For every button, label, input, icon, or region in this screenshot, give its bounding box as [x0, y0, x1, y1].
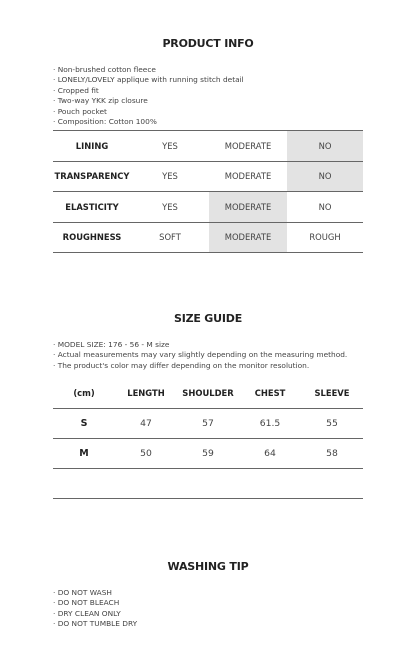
list-item: · MODEL SIZE: 176 - 56 - M size: [53, 340, 373, 350]
table-row-empty: [53, 468, 363, 498]
table-cell: [239, 468, 301, 498]
property-option: MODERATE: [209, 131, 287, 162]
product-info-title: PRODUCT INFO: [162, 37, 254, 50]
list-item: · LONELY/LOVELY applique with running stitch detail: [53, 75, 373, 85]
list-item: · Actual measurements may vary slightly depending on the measuring method.: [53, 350, 373, 360]
list-item: · DRY CLEAN ONLY: [53, 609, 373, 619]
size-label: S: [53, 408, 115, 438]
list-item: · Non-brushed cotton fleece: [53, 65, 373, 75]
washing-tip-bullets: [53, 588, 373, 630]
properties-table: [53, 130, 363, 253]
list-item: · Two-way YKK zip closure: [53, 96, 373, 106]
table-row: [53, 438, 363, 468]
size-label: M: [53, 438, 115, 468]
table-cell: 47: [115, 408, 177, 438]
column-header: (cm): [53, 378, 115, 408]
table-row: [53, 408, 363, 438]
table-cell: 59: [177, 438, 239, 468]
size-table: [53, 378, 363, 499]
table-row: [53, 161, 363, 192]
list-item: · Cropped fit: [53, 86, 373, 96]
table-cell: 58: [301, 438, 363, 468]
property-name: ROUGHNESS: [53, 222, 131, 253]
list-item: · Pouch pocket: [53, 107, 373, 117]
list-item: · DO NOT TUMBLE DRY: [53, 619, 373, 629]
table-header-row: [53, 378, 363, 408]
column-header: SHOULDER: [177, 378, 239, 408]
list-item: · DO NOT WASH: [53, 588, 373, 598]
list-item: · Composition: Cotton 100%: [53, 117, 373, 127]
washing-tip-title: WASHING TIP: [167, 560, 249, 573]
table-row: [53, 131, 363, 162]
property-name: LINING: [53, 131, 131, 162]
property-option: MODERATE: [209, 161, 287, 192]
property-option: SOFT: [131, 222, 209, 253]
size-guide-bullets: [53, 340, 373, 371]
product-info-bullets: [53, 65, 373, 127]
property-option-selected: MODERATE: [209, 192, 287, 223]
property-option-selected: NO: [287, 161, 363, 192]
property-option: ROUGH: [287, 222, 363, 253]
property-option-selected: MODERATE: [209, 222, 287, 253]
table-cell: 55: [301, 408, 363, 438]
table-cell: [53, 468, 115, 498]
size-guide-title: SIZE GUIDE: [173, 312, 243, 325]
table-cell: [301, 468, 363, 498]
property-option: YES: [131, 131, 209, 162]
table-row: [53, 222, 363, 253]
table-cell: [115, 468, 177, 498]
table-cell: [177, 468, 239, 498]
table-cell: 64: [239, 438, 301, 468]
property-option: YES: [131, 192, 209, 223]
list-item: · The product's color may differ depending on the monitor resolution.: [53, 361, 373, 371]
property-option: YES: [131, 161, 209, 192]
table-cell: 57: [177, 408, 239, 438]
property-name: ELASTICITY: [53, 192, 131, 223]
table-cell: 50: [115, 438, 177, 468]
table-cell: 61.5: [239, 408, 301, 438]
property-option: NO: [287, 192, 363, 223]
list-item: · DO NOT BLEACH: [53, 598, 373, 608]
property-option-selected: NO: [287, 131, 363, 162]
table-row: [53, 192, 363, 223]
column-header: CHEST: [239, 378, 301, 408]
property-name: TRANSPARENCY: [53, 161, 131, 192]
column-header: LENGTH: [115, 378, 177, 408]
column-header: SLEEVE: [301, 378, 363, 408]
